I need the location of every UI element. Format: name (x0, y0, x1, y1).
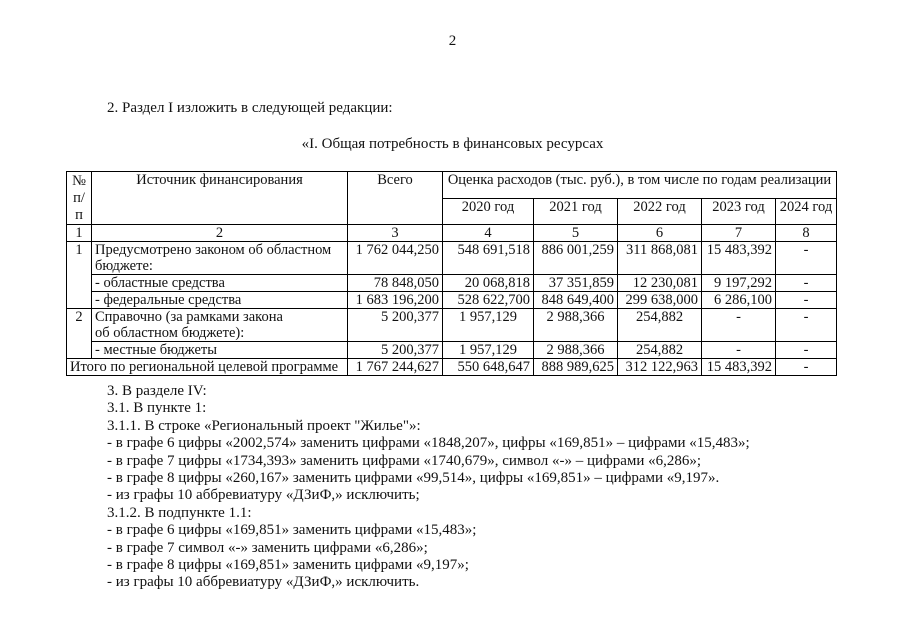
row-source: - местные бюджеты (92, 342, 348, 359)
row-value-2020: 20 068,818 (443, 275, 534, 292)
text-line: - в графе 7 символ «-» заменить цифрами «6,286»; (107, 539, 428, 556)
header-year-2023: 2023 год (702, 198, 776, 225)
text-line: - в графе 7 цифры «1734,393» заменить цифрами «1740,679», символ «-» – цифрами «6,286»; (107, 452, 702, 469)
header-year-2020: 2020 год (443, 198, 534, 225)
index-cell: 5 (534, 225, 618, 242)
row-value-2023: 15 483,392 (702, 242, 776, 275)
row-total: 1 762 044,250 (348, 242, 443, 275)
text-line: - в графе 8 цифры «260,167» заменить цифрами «99,514», цифры «169,851» – цифрами «9,197». (107, 470, 720, 487)
row-num: 1 (67, 242, 92, 275)
row-value-2022: 311 868,081 (618, 242, 702, 275)
intro-paragraph: 2. Раздел I изложить в следующей редакции: (107, 100, 393, 116)
row-value-2023: 9 197,292 (702, 275, 776, 292)
index-cell: 1 (67, 225, 92, 242)
table-row (67, 242, 837, 275)
total-value-2023: 15 483,392 (702, 359, 776, 376)
header-year-2024: 2024 год (776, 198, 837, 225)
table-row (67, 292, 837, 309)
row-value-2022: 12 230,081 (618, 275, 702, 292)
index-cell: 6 (618, 225, 702, 242)
table-row (67, 275, 837, 292)
row-value-2020: 1 957,129 (443, 342, 534, 359)
total-value-2021: 888 989,625 (534, 359, 618, 376)
total-value-2024: - (776, 359, 837, 376)
section-title: «I. Общая потребность в финансовых ресурсах (301, 136, 604, 152)
text-line: - в графе 6 цифры «169,851» заменить цифрами «15,483»; (107, 522, 477, 539)
row-value-2020: 548 691,518 (443, 242, 534, 275)
text-line: - в графе 6 цифры «2002,574» заменить цифрами «1848,207», цифры «169,851» – цифрами «15,483»; (107, 435, 750, 452)
text-line: - из графы 10 аббревиатуру «ДЗиФ,» исключить; (107, 487, 420, 504)
row-source: Справочно (за рамками закона об областном бюджете): (92, 309, 348, 342)
header-total: Всего (348, 172, 443, 225)
total-value: 1 767 244,627 (348, 359, 443, 376)
total-value-2022: 312 122,963 (618, 359, 702, 376)
row-value-2023: - (702, 309, 776, 342)
amendment-text (107, 383, 750, 592)
row-value-2021: 886 001,259 (534, 242, 618, 275)
row-value-2024: - (776, 292, 837, 309)
row-num (67, 292, 92, 309)
row-source: - областные средства (92, 275, 348, 292)
index-cell: 7 (702, 225, 776, 242)
row-num: 2 (67, 309, 92, 342)
row-value-2022: 299 638,000 (618, 292, 702, 309)
index-row (67, 225, 837, 242)
row-value-2021: 848 649,400 (534, 292, 618, 309)
text-line: 3.1. В пункте 1: (107, 400, 207, 417)
index-cell: 3 (348, 225, 443, 242)
page-number: 2 (448, 33, 457, 49)
header-year-2021: 2021 год (534, 198, 618, 225)
row-value-2023: - (702, 342, 776, 359)
row-total: 78 848,050 (348, 275, 443, 292)
header-num: № п/п (67, 172, 92, 225)
total-row (67, 359, 837, 376)
row-value-2024: - (776, 275, 837, 292)
financing-table (66, 171, 837, 376)
index-cell: 8 (776, 225, 837, 242)
row-total: 5 200,377 (348, 309, 443, 342)
row-total: 5 200,377 (348, 342, 443, 359)
row-value-2020: 1 957,129 (443, 309, 534, 342)
row-value-2024: - (776, 342, 837, 359)
row-value-2024: - (776, 309, 837, 342)
text-line: - в графе 8 цифры «169,851» заменить цифрами «9,197»; (107, 557, 469, 574)
text-line: 3.1.2. В подпункте 1.1: (107, 504, 252, 521)
header-year-2022: 2022 год (618, 198, 702, 225)
row-value-2021: 2 988,366 (534, 342, 618, 359)
row-total: 1 683 196,200 (348, 292, 443, 309)
row-num (67, 342, 92, 359)
row-num (67, 275, 92, 292)
header-estimate: Оценка расходов (тыс. руб.), в том числе по годам реализации (443, 172, 837, 199)
table-row (67, 309, 837, 342)
row-value-2022: 254,882 (618, 309, 702, 342)
total-value-2020: 550 648,647 (443, 359, 534, 376)
row-value-2023: 6 286,100 (702, 292, 776, 309)
text-line: 3.1.1. В строке «Региональный проект "Жилье"»: (107, 417, 421, 434)
row-value-2024: - (776, 242, 837, 275)
row-value-2021: 37 351,859 (534, 275, 618, 292)
row-value-2021: 2 988,366 (534, 309, 618, 342)
index-cell: 2 (92, 225, 348, 242)
header-source: Источник финансирования (92, 172, 348, 225)
text-line: 3. В разделе IV: (107, 383, 207, 399)
row-value-2020: 528 622,700 (443, 292, 534, 309)
table-row (67, 342, 837, 359)
row-source: - федеральные средства (92, 292, 348, 309)
total-label: Итого по региональной целевой программе (67, 359, 348, 376)
index-cell: 4 (443, 225, 534, 242)
row-value-2022: 254,882 (618, 342, 702, 359)
text-line: - из графы 10 аббревиатуру «ДЗиФ,» исключить. (107, 574, 420, 591)
row-source: Предусмотрено законом об областном бюджете: (92, 242, 348, 275)
